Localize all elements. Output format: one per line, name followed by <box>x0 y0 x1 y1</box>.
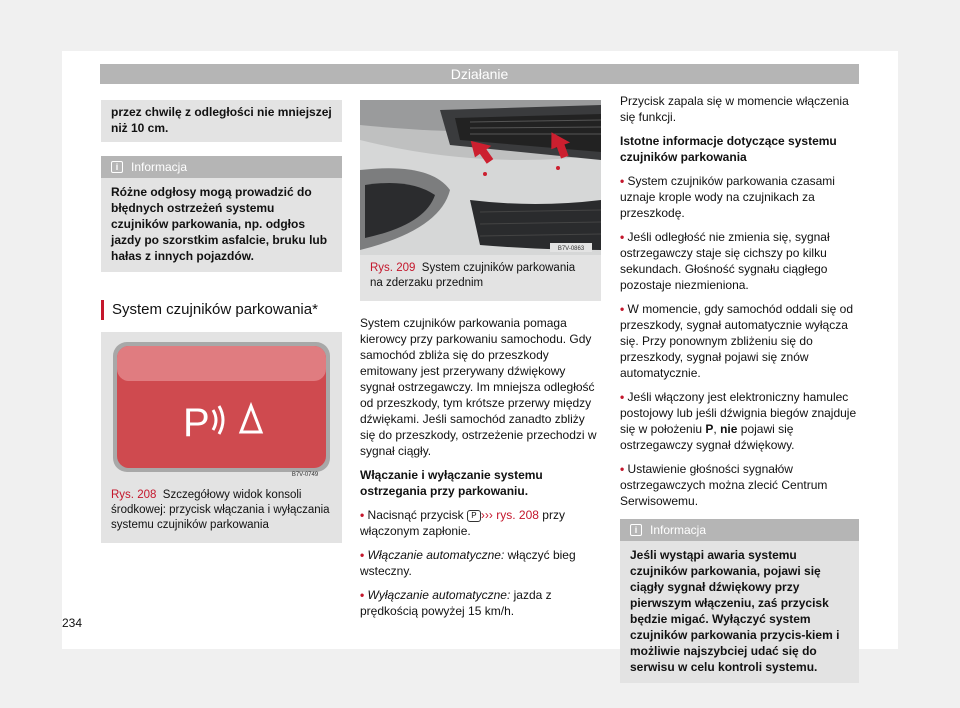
p-symbol-icon: P <box>183 401 210 445</box>
figure-link[interactable]: rys. 208 <box>496 508 539 522</box>
list-item: • Włączanie automatyczne: włączyć bieg wsteczny. <box>360 547 601 579</box>
warning-continuation-box: przez chwilę z odległości nie mniejszej niż 10 cm. <box>101 100 342 142</box>
list-item: • Wyłączanie automatyczne: jazda z prędkością powyżej 15 km/h. <box>360 587 601 619</box>
page-header: Działanie <box>100 64 859 84</box>
figure-caption: Rys. 208 Szczegółowy widok konsoli środkowej: przycisk włączania i wyłączania systemu czujników parkowania <box>111 489 330 531</box>
parking-button-icon: P <box>467 510 481 522</box>
figure-209 <box>360 100 601 301</box>
figure-caption: Rys. 209 System czujników parkowania na zderzaku przednim <box>370 262 576 289</box>
column-2 <box>360 100 601 627</box>
page-number: 234 <box>62 616 83 630</box>
info-box-2 <box>620 519 859 683</box>
column-3 <box>620 93 859 683</box>
sensor-marker <box>556 166 560 170</box>
list-item: • System czujników parkowania czasami uznaje krople wody na czujnikach za przeszkodę. <box>620 173 859 221</box>
list-item: • Nacisnąć przycisk P ››› rys. 208 przy włączonym zapłonie. <box>360 507 601 539</box>
subheading: Istotne informacje dotyczące systemu czujników parkowania <box>620 134 837 164</box>
section-title: System czujników parkowania* <box>101 300 342 320</box>
info-label: Informacja <box>131 160 188 174</box>
list-item: • Jeśli odległość nie zmienia się, sygnał ostrzegawczy staje się cichszy po kilku sekundach. Głośność sygnału ciągłego pozostaje niezmieniona. <box>620 229 859 293</box>
info-box-1 <box>101 156 342 272</box>
list-item: • Jeśli włączony jest elektroniczny hamulec postojowy lub jeśli dźwignia biegów znajduje się w położeniu P, nie pojawi się ostrzegawczy sygnał dźwiękowy. <box>620 389 859 453</box>
info-box-header <box>620 519 859 541</box>
info-text: Różne odgłosy mogą prowadzić do błędnych ostrzeżeń systemu czujników parkowania, np. odgłos jazdy po szorstkim asfalcie, bruku lub hałas z innych pojazdów. <box>111 185 328 263</box>
paragraph: Przycisk zapala się w momencie włączenia się funkcji. <box>620 94 849 124</box>
info-text: Jeśli wystąpi awaria systemu czujników parkowania, pojawi się ciągły sygnał dźwiękowy przy pierwszym włączeniu, zaś przycisk będzie migać. Wyłączyć system czujników parkowania przycis-kiem i możliwie najszybciej udać się do serwisu w celu kontroli systemu. <box>630 548 840 674</box>
subheading: Włączanie i wyłączanie systemu ostrzegania przy parkowaniu. <box>360 468 543 498</box>
info-icon: i <box>111 161 123 173</box>
figure-code: B7V-0863 <box>557 246 585 252</box>
front-bumper-illustration <box>360 100 601 255</box>
info-box-header <box>101 156 342 178</box>
paragraph: System czujników parkowania pomaga kierowcy przy parkowaniu samochodu. Gdy samochód zbliża się do przeszkody emitowany jest przerywany dźwiękowy sygnał ostrzegawczy. Im mniejsza odległość od przeszkody, tym krótsze przerwy między dźwiękami. Jeśli samochód zanadto zbliży się do przeszkody, ostrzeżenie przechodzi w sygnał ciągły. <box>360 316 597 458</box>
figure-208 <box>101 332 342 543</box>
console-button-illustration <box>101 332 342 482</box>
list-item: • Ustawienie głośności sygnałów ostrzegawczych można zlecić Centrum Serwisowemu. <box>620 461 859 509</box>
figure-code: B7V-0749 <box>291 472 319 478</box>
sensor-marker <box>483 172 487 176</box>
info-label: Informacja <box>650 523 707 537</box>
list-item: • W momencie, gdy samochód oddali się od przeszkody, sygnał automatycznie wyłącza się. Przy ponownym zbliżeniu się do przeszkody, sygnał pojawi się znów automatycznie. <box>620 301 859 381</box>
column-1 <box>101 100 342 543</box>
info-icon: i <box>630 524 642 536</box>
